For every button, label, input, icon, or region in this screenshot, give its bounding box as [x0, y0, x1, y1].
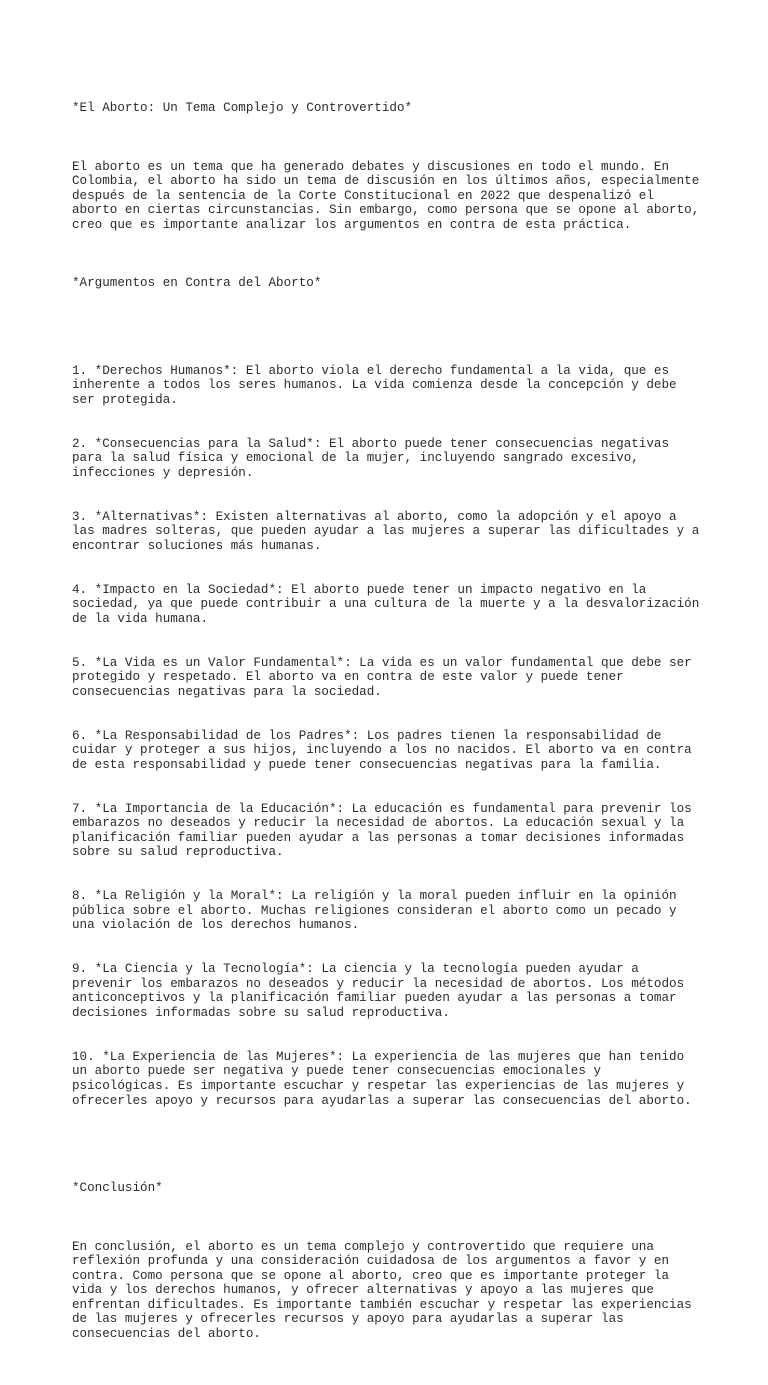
arguments-heading: *Argumentos en Contra del Aborto*: [72, 276, 322, 291]
argument-item: 8. *La Religión y la Moral*: La religión y la moral pueden influir en la opinión pública sobre el aborto. Muchas religiones consideran el aborto como un pecado y una violación de los derechos humanos.: [72, 889, 685, 933]
argument-item: 6. *La Responsabilidad de los Padres*: Los padres tienen la responsabilidad de cuidar y proteger a sus hijos, incluyendo a los no nacidos. El aborto va en contra de esta responsabilidad y puede tener consecuencias negativas para la familia.: [72, 728, 700, 772]
argument-item: 2. *Consecuencias para la Salud*: El aborto puede tener consecuencias negativas para la salud física y emocional de la mujer, incluyendo sangrado excesivo, infecciones y depresión.: [72, 436, 677, 481]
conclusion-heading: *Conclusión*: [72, 1181, 163, 1196]
arguments-list: [72, 335, 707, 1138]
argument-item: 4. *Impacto en la Sociedad*: El aborto puede tener un impacto negativo en la sociedad, ya que puede contribuir a una cultura de la muerte y a la desvalorización de la vida humana.: [72, 582, 707, 626]
argument-item: 5. *La Vida es un Valor Fundamental*: La vida es un valor fundamental que debe ser protegido y respetado. El aborto va en contra de este valor y puede tener consecuencias negativas para la sociedad.: [72, 655, 700, 699]
argument-item: 9. *La Ciencia y la Tecnología*: La ciencia y la tecnología pueden ayudar a prevenir los embarazos no deseados y reducir la necesidad de abortos. Los métodos anticonceptivos y la planificación familiar pueden ayudar a las personas a tomar decisiones informadas sobre su salud reproductiva.: [72, 962, 692, 1020]
argument-item: 1. *Derechos Humanos*: El aborto viola el derecho fundamental a la vida, que es inherente a todos los seres humanos. La vida comienza desde la concepción y debe ser protegida.: [72, 363, 685, 408]
argument-item: 7. *La Importancia de la Educación*: La educación es fundamental para prevenir los embarazos no deseados y reducir la necesidad de abortos. La educación sexual y la planificación familiar pueden ayudar a las personas a tomar decisiones informadas sobre su salud reproductiva.: [72, 801, 700, 860]
argument-item: 10. *La Experiencia de las Mujeres*: La experiencia de las mujeres que han tenido un aborto puede ser negativa y puede tener consecuencias emocionales y psicológicas. Es importante escuchar y respetar las experiencias de las mujeres y ofrecerles apoyo y recursos para ayudarlas a superar las consecuencias del aborto.: [72, 1049, 692, 1108]
conclusion-paragraph: En conclusión, el aborto es un tema complejo y controvertido que requiere una reflexión profunda y una consideración cuidadosa de los argumentos a favor y en contra. Como persona que se opone al aborto, creo que es importante proteger la vida y los derechos humanos, y ofrecer alternativas y apoyo a las mujeres que enfrentan dificultades. Es importante también escuchar y respetar las experiencias de las mujeres y ofrecerles recursos y apoyo para ayudarlas a superar las consecuencias del aborto.: [72, 1239, 700, 1342]
intro-paragraph: El aborto es un tema que ha generado debates y discusiones en todo el mundo. En Colombia, el aborto ha sido un tema de discusión en los últimos años, especialmente después de la sentencia de la Corte Constitucional en 2022 que despenalizó el aborto en ciertas circunstancias. Sin embargo, como persona que se opone al aborto, creo que es importante analizar los argumentos en contra de esta práctica.: [72, 159, 707, 232]
document-body: [72, 72, 707, 1385]
argument-item: 3. *Alternativas*: Existen alternativas al aborto, como la adopción y el apoyo a las madres solteras, que pueden ayudar a las mujeres a superar las dificultades y a encontrar soluciones más humanas.: [72, 509, 707, 553]
document-title: *El Aborto: Un Tema Complejo y Controvertido*: [72, 101, 413, 116]
